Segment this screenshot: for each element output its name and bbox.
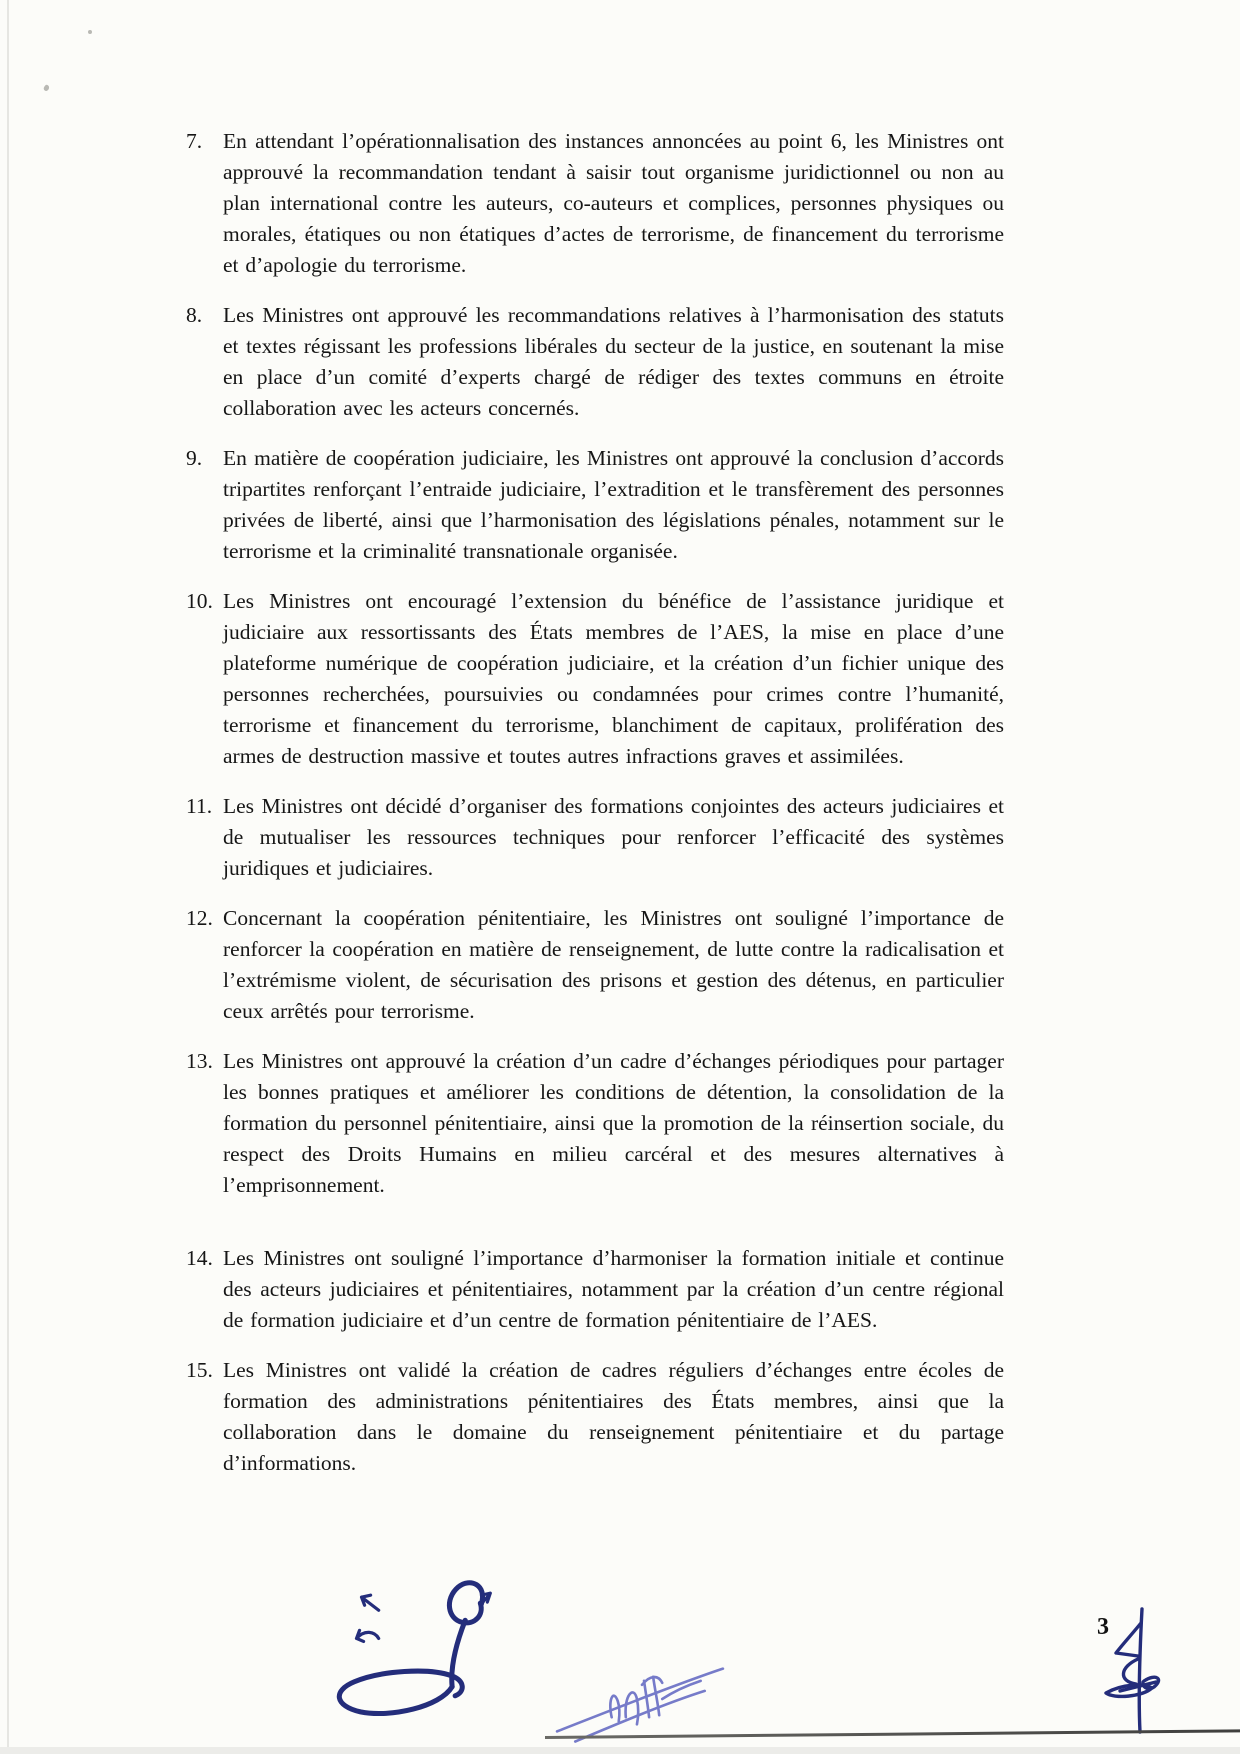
paragraph-11 bbox=[186, 791, 1004, 884]
paragraph-9 bbox=[186, 443, 1004, 567]
paragraph-text: Les Ministres ont encouragé l’extension du bénéfice de l’assistance juridique et judiciaire aux ressortissants des États membres de l’AES, la mise en place d’une plateforme numérique de coopération judiciaire, et la création d’un fichier unique des personnes recherchées, poursuivies ou condamnées pour crimes contre l’humanité, terrorisme et financement du terrorisme, blanchiment de capitaux, prolifération des armes de destruction massive et toutes autres infractions graves et assimilées. bbox=[223, 589, 1004, 768]
paragraph-text: En attendant l’opérationnalisation des instances annoncées au point 6, les Ministres ont approuvé la recommandation tendant à saisir tout organisme juridictionnel ou non au plan international contre les auteurs, co-auteurs et complices, personnes physiques ou morales, étatiques ou non étatiques d’actes de terrorisme, de financement du terrorisme et d’apologie du terrorisme. bbox=[223, 129, 1004, 277]
paragraph-text: Les Ministres ont approuvé les recommandations relatives à l’harmonisation des statuts et textes régissant les professions libérales du secteur de la justice, en soutenant la mise en place d’un comité d’experts chargé de rédiger des textes communs en étroite collaboration avec les acteurs concernés. bbox=[223, 303, 1004, 420]
paragraph-text: Les Ministres ont approuvé la création d’un cadre d’échanges périodiques pour partager les bonnes pratiques et améliorer les conditions de détention, la consolidation de la formation du personnel pénitentiaire, ainsi que la promotion de la réinsertion sociale, du respect des Droits Humains en milieu carcéral et des mesures alternatives à l’emprisonnement. bbox=[223, 1049, 1004, 1197]
scan-speck bbox=[43, 84, 51, 92]
paragraph-number: 8. bbox=[186, 303, 203, 327]
signature-ink-second bbox=[553, 1650, 730, 1744]
paragraph-12 bbox=[186, 903, 1004, 1027]
paragraph-text: Les Ministres ont validé la création de cadres réguliers d’échanges entre écoles de formation des administrations pénitentiaires des États membres, ainsi que la collaboration dans le domaine du renseignement pénitentiaire et du partage d’informations. bbox=[223, 1358, 1004, 1475]
paragraph-text: Concernant la coopération pénitentiaire, les Ministres ont souligné l’importance de renforcer la coopération en matière de renseignement, de lutte contre la radicalisation et l’extrémisme violent, de sécurisation des prisons et gestion des détenus, en particulier ceux arrêtés pour terrorisme. bbox=[223, 906, 1004, 1023]
paragraph-10 bbox=[186, 586, 1004, 772]
paragraph-number: 9. bbox=[186, 446, 203, 470]
paragraph-7 bbox=[186, 126, 1004, 281]
paragraph-number: 10. bbox=[186, 589, 213, 613]
scan-speck bbox=[88, 30, 92, 34]
paragraph-8 bbox=[186, 300, 1004, 424]
paragraph-number: 11. bbox=[186, 794, 213, 818]
paragraph-text: Les Ministres ont souligné l’importance d’harmoniser la formation initiale et continue des acteurs judiciaires et pénitentiaires, notamment par la création d’un centre régional de formation judiciaire et d’un centre de formation pénitentiaire de l’AES. bbox=[223, 1246, 1004, 1332]
signature-ink-main bbox=[328, 1574, 535, 1730]
paragraph-list bbox=[186, 126, 1004, 1498]
paragraph-14 bbox=[186, 1243, 1004, 1336]
page-number: 3 bbox=[1097, 1614, 1109, 1640]
paragraph-13 bbox=[186, 1046, 1004, 1201]
paragraph-number: 13. bbox=[186, 1049, 213, 1073]
scan-edge-artifact bbox=[0, 1747, 1240, 1754]
paragraph-number: 7. bbox=[186, 129, 203, 153]
signature-paraph bbox=[1102, 1606, 1166, 1736]
scan-edge-artifact bbox=[7, 0, 9, 1754]
paragraph-number: 12. bbox=[186, 906, 213, 930]
paragraph-15 bbox=[186, 1355, 1004, 1479]
paragraph-text: En matière de coopération judiciaire, les Ministres ont approuvé la conclusion d’accords tripartites renforçant l’entraide judiciaire, l’extradition et le transfèrement des personnes privées de liberté, ainsi que l’harmonisation des législations pénales, notamment sur le terrorisme et la criminalité transnationale organisée. bbox=[223, 446, 1004, 563]
paragraph-number: 14. bbox=[186, 1246, 213, 1270]
paragraph-text: Les Ministres ont décidé d’organiser des formations conjointes des acteurs judiciaires et de mutualiser les ressources techniques pour renforcer l’efficacité des systèmes juridiques et judiciaires. bbox=[223, 794, 1004, 880]
paragraph-number: 15. bbox=[186, 1358, 213, 1382]
